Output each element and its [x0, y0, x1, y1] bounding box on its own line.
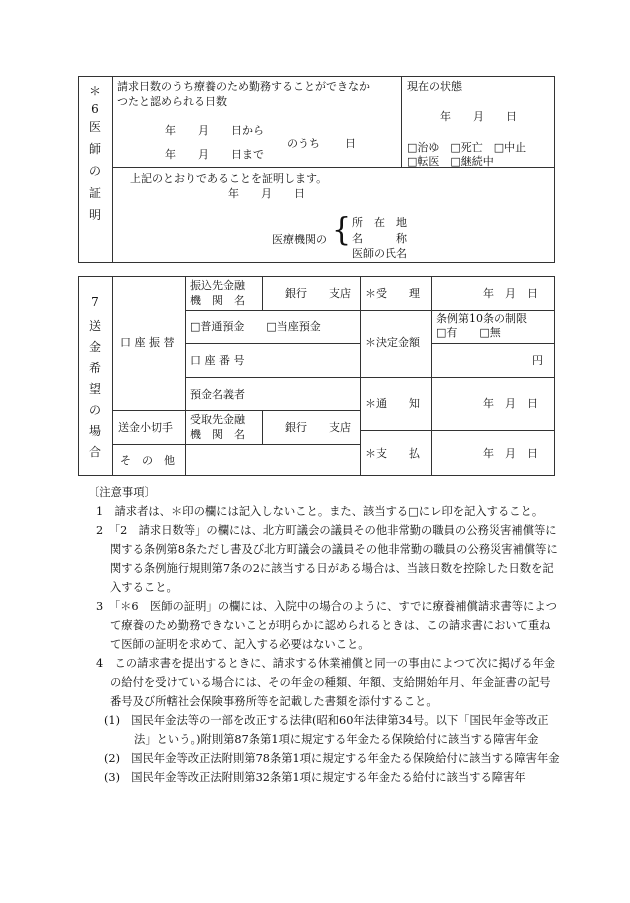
note-subitem: (1) 国民年金法等の一部を改正する法律(昭和60年法律第34号。以下「国民年金等改正法」という。)附則第87条第1項に規定する年金たる保険給付に該当する障害年金: [104, 714, 549, 746]
account-number-label: 口 座 番 号: [190, 354, 245, 367]
bank-branch: 銀行 支店: [285, 287, 351, 300]
restriction-label: 条例第10条の制限: [436, 312, 527, 325]
section7-frame: [78, 276, 555, 476]
note-item: 1 請求者は、＊印の欄には記入しないこと。また、該当する□にレ印を記入すること。: [96, 505, 544, 518]
divider: [112, 276, 113, 476]
status-label: 現在の状態: [407, 80, 462, 93]
header-char: の: [88, 164, 101, 178]
divider: [112, 76, 113, 263]
divider: [185, 276, 186, 476]
note-item: 4 この請求書を提出するときに、請求する休業補償と同一の事由によつて次に掲げる年金の給付を受けている場合には、その年金の種類、年額、支給開始年月、年金証書の記号番号及び所轄社会保険事務所等を記載した書類を添付すること。: [96, 657, 556, 708]
status-options-row2[interactable]: □転医 □継続中: [407, 155, 494, 168]
header-char: 希: [88, 361, 101, 375]
restriction-options[interactable]: □有 □無: [436, 326, 501, 339]
days-label-line1: 請求日数のうち療養のため勤務することができなか: [117, 80, 370, 93]
note-subitem: (3) 国民年金等改正法附則第32条第1項に規定する年金たる給付に該当する障害年: [104, 771, 526, 784]
certify-date: 年 月 日: [228, 187, 305, 200]
of-which-label: のうち: [287, 137, 320, 150]
divider: [262, 276, 263, 310]
bank-label-2: 機 関 名: [190, 294, 245, 307]
days-unit: 日: [345, 137, 356, 150]
header-char: 師: [88, 142, 101, 156]
notice-label: ＊通 知: [365, 397, 420, 410]
other-label: そ の 他: [120, 454, 175, 467]
section7-header: [78, 294, 112, 463]
status-date: 年 月 日: [440, 110, 517, 123]
section6-header: [78, 80, 112, 226]
notes-heading: 〔注意事項〕: [88, 486, 156, 499]
divider: [185, 343, 360, 344]
bank-label-1: 振込先金融: [190, 279, 245, 292]
header-char: 合: [88, 445, 101, 459]
notes-section: [90, 483, 560, 787]
note-item: 2 「2 請求日数等」の欄には、北方町議会の議員その他非常勤の職員の公務災害補償等に関する条例第8条ただし書及び北方町議会の議員その他非常勤の職員の公務災害補償等に関する条例施行規則第7条の2に該当する日がある場合は、当該日数を控除した日数を記入すること。: [96, 524, 558, 594]
divider: [112, 444, 360, 445]
payment-date: 年 月 日: [483, 447, 538, 460]
divider: [262, 410, 263, 444]
notice-date: 年 月 日: [483, 397, 538, 410]
divider: [431, 276, 432, 476]
note-subitem: (2) 国民年金等改正法附則第78条第1項に規定する年金たる保険給付に該当する障害年金: [104, 752, 560, 765]
account-holder-label: 預金名義者: [190, 388, 245, 401]
payment-label: ＊支 払: [365, 447, 420, 460]
header-char: 証: [88, 186, 101, 200]
certify-text: 上記のとおりであることを証明します。: [130, 172, 328, 185]
divider: [360, 276, 361, 476]
account-type-options[interactable]: □普通預金 □当座預金: [190, 320, 321, 333]
header-char: 6: [91, 102, 99, 116]
header-char: の: [88, 403, 101, 417]
divider: [431, 343, 555, 344]
institution-address: 所 在 地: [352, 216, 407, 229]
divider: [360, 430, 555, 431]
check-branch: 銀行 支店: [285, 421, 351, 434]
header-char: 場: [88, 424, 101, 438]
institution-name: 名 称: [352, 232, 407, 245]
divider: [401, 76, 402, 167]
days-label-line2: つたと認められる日数: [117, 95, 227, 108]
check-bank-label-1: 受取先金融: [190, 413, 245, 426]
header-char: 金: [88, 340, 101, 354]
header-char: 医: [88, 120, 101, 134]
divider: [112, 410, 360, 411]
brace-icon: {: [332, 212, 352, 249]
institution-label: 医療機関の: [272, 233, 327, 246]
header-char: 7: [91, 295, 99, 309]
status-options-row1[interactable]: □治ゆ □死亡 □中止: [407, 141, 527, 154]
check-label: 送金小切手: [118, 421, 173, 434]
account-transfer-label: 口 座 振 替: [120, 336, 175, 349]
divider: [185, 310, 360, 311]
header-char: 明: [88, 208, 101, 222]
decision-amount-label: ＊決定金額: [365, 336, 420, 349]
receipt-label: ＊受 理: [365, 287, 420, 300]
to-date: 年 月 日まで: [165, 148, 264, 161]
yen-unit: 円: [532, 354, 543, 367]
from-date: 年 月 日から: [165, 124, 264, 137]
header-char: 送: [88, 319, 101, 333]
divider: [360, 377, 555, 378]
check-bank-label-2: 機 関 名: [190, 428, 245, 441]
header-char: 望: [88, 382, 101, 396]
receipt-date: 年 月 日: [483, 287, 538, 300]
header-char: ＊: [88, 84, 101, 98]
doctor-name: 医師の氏名: [352, 247, 407, 260]
note-item: 3 「＊6 医師の証明」の欄には、入院中の場合のように、すでに療養補償請求書等によつて療養のため勤務できないことが明らかに認められるときは、この請求書において重ねて医師の証明を求めて、記入する必要はないこと。: [96, 600, 557, 651]
divider: [185, 377, 360, 378]
divider: [360, 310, 555, 311]
